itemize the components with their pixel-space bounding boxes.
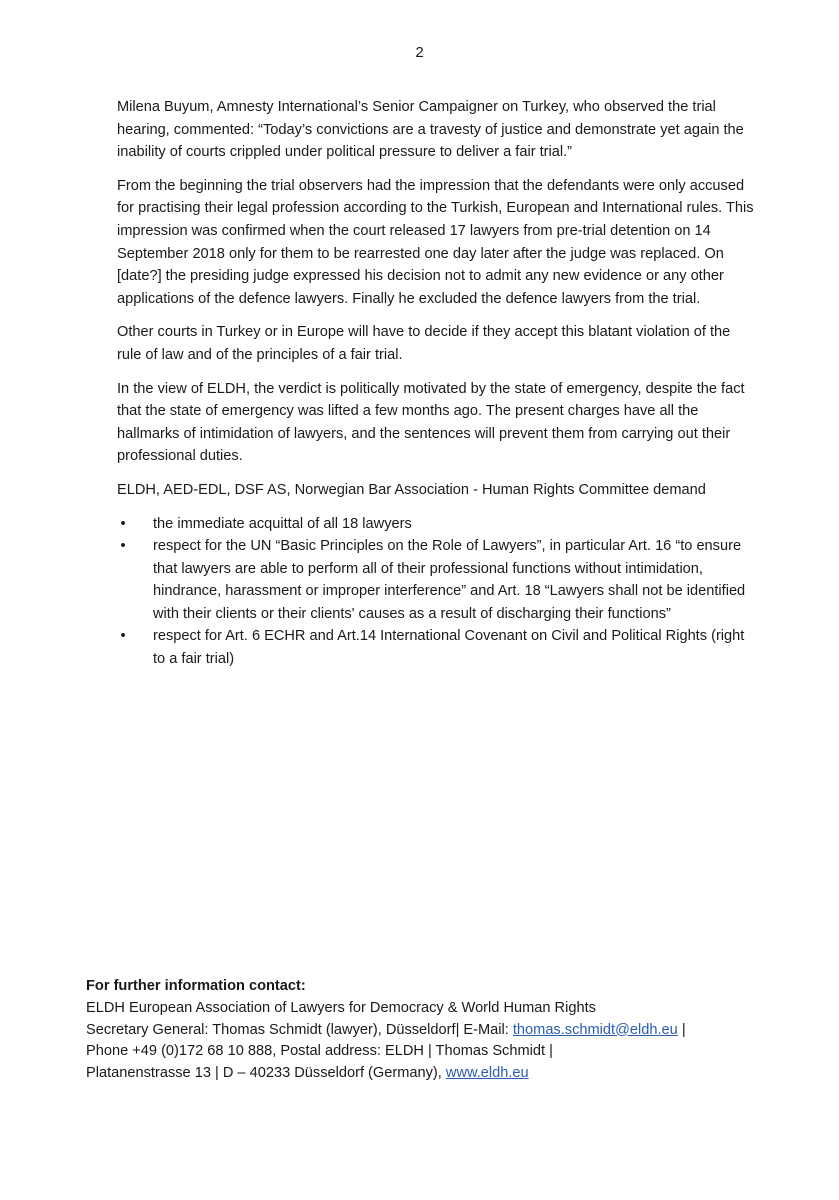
footer-organization: ELDH European Association of Lawyers for Democracy & World Human Rights: [86, 999, 596, 1016]
bullet-icon: •: [120, 628, 126, 645]
demand-text: respect for Art. 6 ECHR and Art.14 International Covenant on Civil and Political Rights (right to a fair trial): [153, 628, 745, 668]
list-item: [117, 625, 757, 670]
footer-secretary-text: Secretary General: Thomas Schmidt (lawyer), Düsseldorf| E-Mail:: [86, 1021, 513, 1038]
footer-separator: |: [677, 1021, 686, 1038]
footer-address-line: [86, 1063, 806, 1085]
contact-footer: [86, 976, 806, 1085]
document-body: [117, 96, 757, 671]
footer-phone-line: Phone +49 (0)172 68 10 888, Postal address: ELDH | Thomas Schmidt |: [86, 1043, 553, 1060]
paragraph-other-courts: Other courts in Turkey or in Europe will have to decide if they accept this blatant violation of the rule of law and of the principles of a fair trial.: [117, 324, 731, 363]
demand-text: the immediate acquittal of all 18 lawyers: [153, 515, 412, 532]
footer-heading: For further information contact:: [86, 978, 306, 994]
demand-text: respect for the UN “Basic Principles on the Role of Lawyers”, in particular Art. 16 “to ensure that lawyers are able to perform all of their professional functions without intimidation, hindrance, harassment or improper interference” and Art. 18 “Lawyers shall not be identified with their clients or their clients' causes as a result of discharging their functions”: [153, 538, 746, 622]
paragraph-demand-intro: ELDH, AED-EDL, DSF AS, Norwegian Bar Association - Human Rights Committee demand: [117, 481, 706, 498]
website-link[interactable]: www.eldh.eu: [445, 1065, 529, 1082]
list-item: [117, 535, 757, 625]
page-number: 2: [415, 44, 424, 61]
paragraph-amnesty-quote: Milena Buyum, Amnesty International’s Senior Campaigner on Turkey, who observed the trial hearing, commented: “Today’s convictions are a travesty of justice and demonstrate yet again the inability of courts crippled under political pressure to deliver a fair trial.”: [117, 99, 744, 161]
footer-address-text: Platanenstrasse 13 | D – 40233 Düsseldorf (Germany),: [86, 1065, 446, 1082]
paragraph-trial-observers: From the beginning the trial observers had the impression that the defendants were only accused for practising their legal profession according to the Turkish, European and International rules. This impression was confirmed when the court released 17 lawyers from pre-trial detention on 14 September 2018 only for them to be rearrested one day later after the judge was replaced. On [date?] the presiding judge expressed his decision not to admit any new evidence or any other applications of the defence lawyers. Finally he excluded the defence lawyers from the trial.: [117, 177, 754, 307]
paragraph-eldh-view: In the view of ELDH, the verdict is politically motivated by the state of emergency, despite the fact that the state of emergency was lifted a few months ago. The present charges have all the hallmarks of intimidation of lawyers, and the sentences will prevent them from carrying out their professional duties.: [117, 380, 745, 465]
bullet-icon: •: [120, 515, 126, 532]
demands-list: [117, 513, 757, 671]
list-item: [117, 513, 757, 536]
email-link[interactable]: thomas.schmidt@eldh.eu: [512, 1021, 678, 1038]
footer-secretary-line: [86, 1020, 806, 1042]
bullet-icon: •: [120, 538, 126, 555]
